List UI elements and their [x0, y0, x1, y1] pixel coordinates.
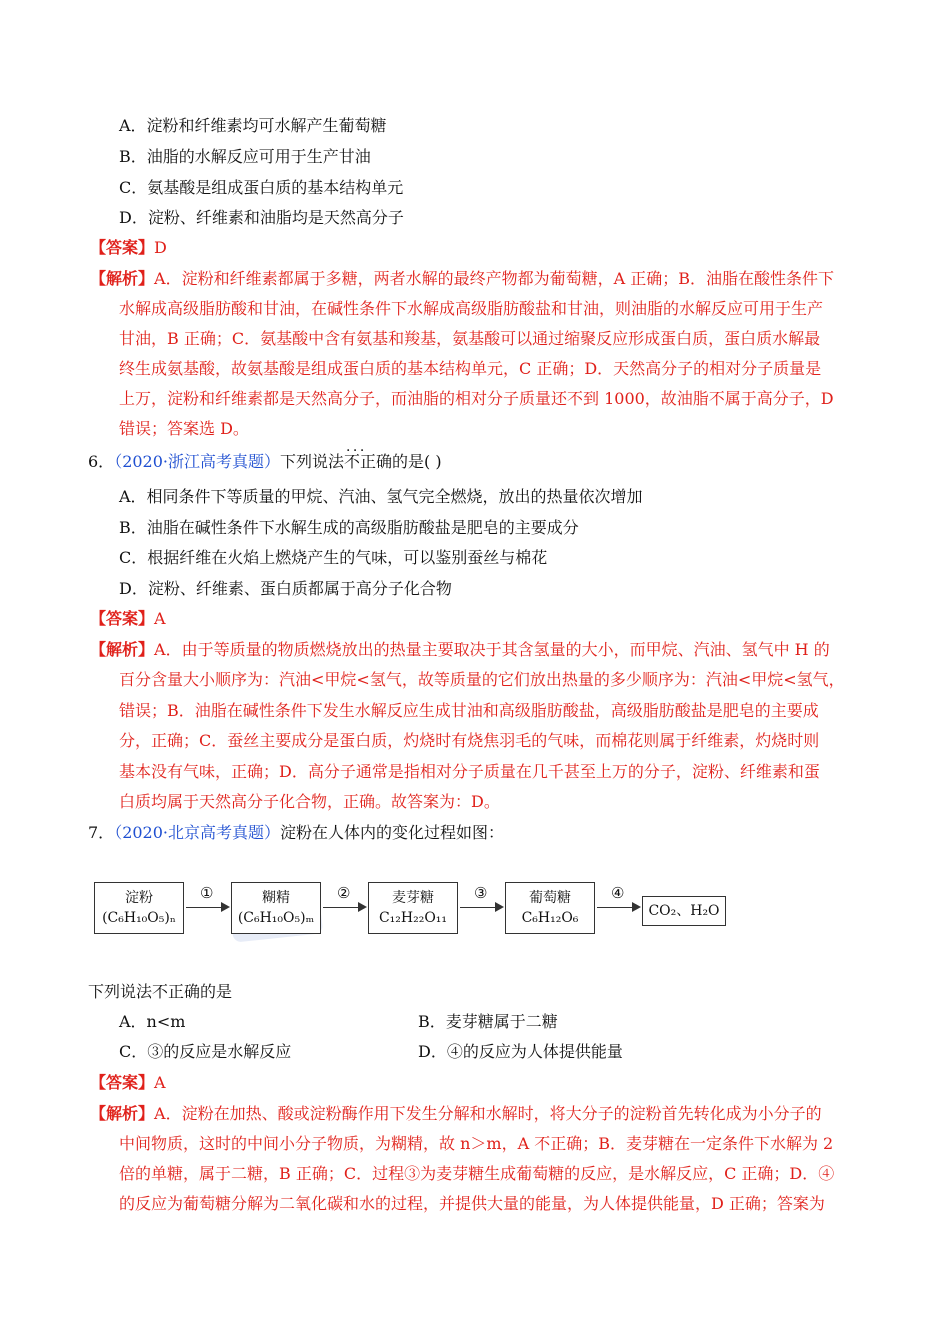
question-source: （2020·浙江高考真题）: [114, 452, 280, 471]
stem-text: 淀粉在人体内的变化过程如图：: [280, 823, 505, 842]
analysis-tag: 【解析】: [90, 269, 155, 288]
flow-arrow: [460, 907, 502, 908]
q5-option-a: A．淀粉和纤维素均可水解产生葡萄糖: [119, 116, 387, 135]
q6-option-b: B．油脂在碱性条件下水解生成的高级脂肪酸盐是肥皂的主要成分: [119, 518, 579, 537]
box-name: 糊精: [262, 890, 290, 906]
q6-stem: [88, 452, 442, 472]
stem-text: 的是( ): [392, 452, 442, 471]
answer-tag: 【答案】: [90, 238, 155, 257]
question-number: 7．: [88, 823, 115, 842]
analysis-line: 百分含量大小顺序为：汽油<甲烷<氢气，故等质量的它们放出热量的多少顺序为：汽油<甲烷<氢气，: [119, 670, 845, 689]
analysis-line: 分，正确；C．蚕丝主要成分是蛋白质，灼烧时有烧焦羽毛的气味，而棉花则属于纤维素，灼烧时则: [119, 731, 820, 750]
flow-box-starch: [94, 882, 184, 934]
q5-option-d: D．淀粉、纤维素和油脂均是天然高分子: [119, 208, 404, 227]
flow-arrow: [597, 907, 639, 908]
analysis-line: 倍的单糖，属于二糖，B 正确；C．过程③为麦芽糖生成葡萄糖的反应，是水解反应，C 正确；D．④: [119, 1164, 835, 1183]
q7-answer: [90, 1073, 865, 1093]
flow-box-dextrin: [231, 882, 321, 934]
box-name: 淀粉: [125, 890, 153, 906]
box-formula: (C₆H₁₀O₅)ₙ: [102, 910, 176, 926]
flow-arrow: [186, 907, 228, 908]
box-formula: C₆H₁₂O₆: [521, 910, 579, 926]
analysis-line: 的反应为葡萄糖分解为二氧化碳和水的过程，并提供大量的能量，为人体提供能量，D 正确；答案为: [119, 1194, 825, 1213]
flow-box-products: [642, 896, 726, 926]
stem-text: 下列说法: [280, 452, 345, 471]
analysis-line: 终生成氨基酸，故氨基酸是组成蛋白质的基本结构单元，C 正确；D．天然高分子的相对分子质量是: [119, 359, 822, 378]
q7-option-b: B．麦芽糖属于二糖: [418, 1012, 558, 1031]
step-label: ①: [200, 884, 214, 902]
q5-option-c: C．氨基酸是组成蛋白质的基本结构单元: [119, 178, 404, 197]
answer-value: A: [154, 609, 166, 628]
analysis-line: 白质均属于天然高分子化合物，正确。故答案为：D。: [119, 792, 500, 811]
step-label: ④: [611, 884, 625, 902]
q5-answer: [90, 238, 865, 258]
analysis-line: 中间物质，这时的中间小分子物质，为糊精，故 n＞m，A 不正确；B．麦芽糖在一定条件下水解为 2: [119, 1134, 834, 1153]
question-number: 6．: [88, 452, 115, 471]
step-label: ②: [337, 884, 351, 902]
emphasis-text: · · · 不正确: [344, 452, 392, 471]
flow-arrow: [323, 907, 365, 908]
analysis-tag: 【解析】: [90, 1104, 155, 1123]
q7-option-d: D．④的反应为人体提供能量: [418, 1042, 623, 1061]
answer-tag: 【答案】: [90, 609, 155, 628]
analysis-line: A．由于等质量的物质燃烧放出的热量主要取决于其含氢量的大小，而甲烷、汽油、氢气中 H 的: [154, 640, 830, 659]
q6-option-a: A．相同条件下等质量的甲烷、汽油、氢气完全燃烧，放出的热量依次增加: [119, 487, 643, 506]
q5-analysis: [90, 269, 865, 289]
box-formula: (C₆H₁₀O₅)ₘ: [237, 910, 315, 926]
analysis-line: A．淀粉在加热、酸或淀粉酶作用下发生分解和水解时，将大分子的淀粉首先转化成为小分子的: [154, 1104, 822, 1123]
answer-tag: 【答案】: [90, 1073, 155, 1092]
question-source: （2020·北京高考真题）: [114, 823, 280, 842]
q6-option-c: C．根据纤维在火焰上燃烧产生的气味，可以鉴别蚕丝与棉花: [119, 548, 548, 567]
q7-analysis: [90, 1104, 865, 1124]
q7-option-c: C．③的反应是水解反应: [119, 1042, 292, 1061]
analysis-line: 甘油，B 正确；C．氨基酸中含有氨基和羧基，氨基酸可以通过缩聚反应形成蛋白质，蛋白质水解最: [119, 329, 821, 348]
analysis-line: 错误；答案选 D。: [119, 419, 249, 438]
q7-stem: [88, 823, 504, 843]
analysis-line: 水解成高级脂肪酸和甘油，在碱性条件下水解成高级脂肪酸盐和甘油，则油脂的水解反应可用于生产: [119, 299, 824, 318]
analysis-line: 上万，淀粉和纤维素都是天然高分子，而油脂的相对分子质量还不到 1000，故油脂不属于高分子，D: [119, 389, 834, 408]
q5-option-b: B．油脂的水解反应可用于生产甘油: [119, 147, 371, 166]
analysis-line: A．淀粉和纤维素都属于多糖，两者水解的最终产物都为葡萄糖，A 正确；B．油脂在酸性条件下: [154, 269, 834, 288]
q7-option-a: A．n<m: [119, 1012, 186, 1031]
analysis-line: 错误；B．油脂在碱性条件下发生水解反应生成甘油和高级脂肪酸盐，高级脂肪酸盐是肥皂的主要成: [119, 701, 819, 720]
answer-value: A: [154, 1073, 166, 1092]
box-formula: CO₂、H₂O: [648, 903, 720, 919]
box-name: 葡萄糖: [529, 890, 571, 906]
analysis-line: 基本没有气味，正确；D．高分子通常是指相对分子质量在几千甚至上万的分子，淀粉、纤维素和蛋: [119, 762, 820, 781]
analysis-tag: 【解析】: [90, 640, 155, 659]
starch-flow-diagram: [94, 880, 734, 942]
step-label: ③: [474, 884, 488, 902]
flow-box-maltose: [368, 882, 458, 934]
box-formula: C₁₂H₂₂O₁₁: [378, 910, 448, 926]
q6-analysis: [90, 640, 865, 660]
q6-option-d: D．淀粉、纤维素、蛋白质都属于高分子化合物: [119, 579, 452, 598]
answer-value: D: [154, 238, 167, 257]
q6-answer: [90, 609, 865, 629]
flow-box-glucose: [505, 882, 595, 934]
q7-question: 下列说法不正确的是: [88, 982, 233, 1001]
box-name: 麦芽糖: [392, 890, 434, 906]
